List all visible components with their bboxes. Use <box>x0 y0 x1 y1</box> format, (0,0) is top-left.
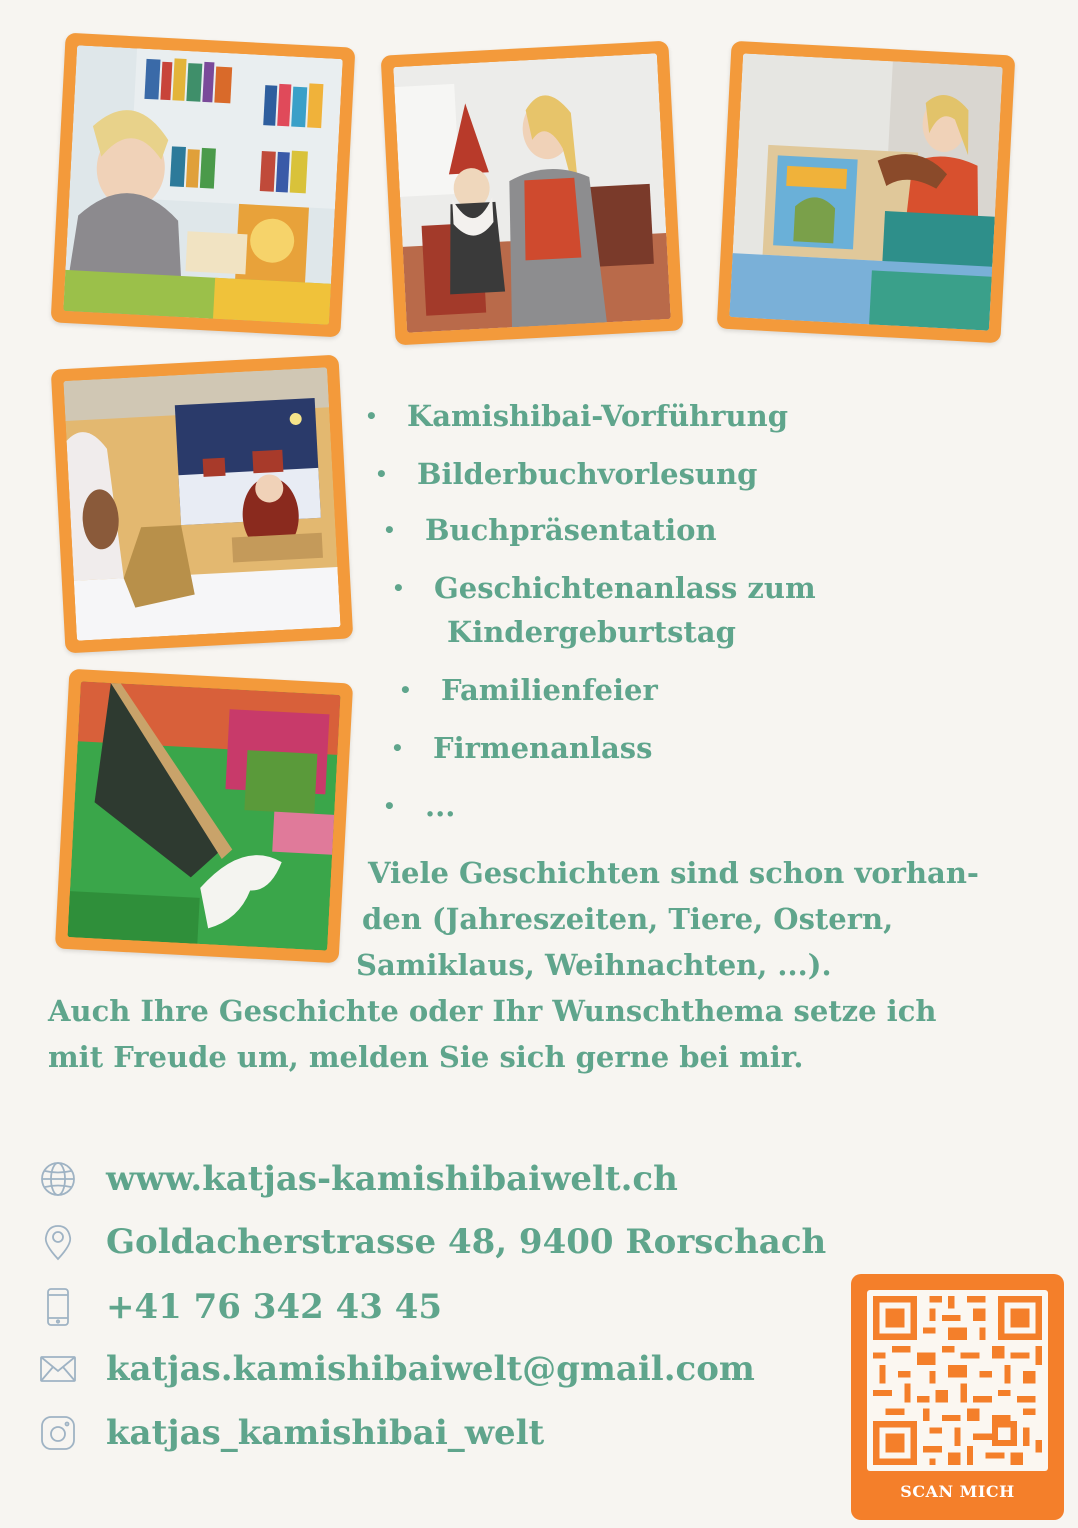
description-line-1: Viele Geschichten sind schon vorhan- <box>368 856 979 890</box>
description-line-4: Auch Ihre Geschichte oder Ihr Wunschthema setze ich <box>48 994 937 1028</box>
photo-gnome-puppet <box>381 41 684 346</box>
description-line-2: den (Jahreszeiten, Tiere, Ostern, <box>362 902 894 936</box>
service-item-continued: Kindergeburtstag <box>447 615 736 649</box>
address-text: Goldacherstrasse 48, 9400 Rorschach <box>106 1222 827 1262</box>
bullet-icon: • <box>383 794 396 818</box>
location-pin-icon <box>38 1222 78 1262</box>
photo-winter-scene <box>51 355 353 654</box>
bullet-icon: • <box>391 736 404 760</box>
email-link[interactable]: katjas.kamishibaiwelt@gmail.com <box>106 1349 755 1389</box>
service-item: • Geschichtenanlass zum <box>434 566 816 610</box>
service-item: • Firmenanlass <box>433 726 652 770</box>
envelope-icon <box>38 1349 78 1389</box>
photo-gnome-image <box>393 53 671 332</box>
photo-bookshop-reading <box>51 33 356 338</box>
service-item: • Bilderbuchvorlesung <box>417 452 757 496</box>
service-item: • Familienfeier <box>441 668 658 712</box>
service-item: • Kamishibai-Vorführung <box>407 394 788 438</box>
description-line-5: mit Freude um, melden Sie sich gerne bei mir. <box>48 1040 804 1074</box>
service-item: • ... <box>425 784 455 828</box>
globe-icon <box>38 1159 78 1199</box>
instagram-handle[interactable]: katjas_kamishibai_welt <box>106 1413 545 1453</box>
contact-address <box>38 1214 858 1270</box>
bullet-icon: • <box>375 462 388 486</box>
photo-winter-image <box>63 367 340 640</box>
instagram-icon <box>38 1413 78 1453</box>
bullet-icon: • <box>365 404 378 428</box>
bullet-icon: • <box>392 576 405 600</box>
photo-bookshop-image <box>63 45 343 325</box>
qr-scan-label: SCAN MICH <box>900 1482 1015 1501</box>
photo-stage-image <box>729 53 1002 330</box>
phone-icon <box>38 1287 78 1327</box>
service-item: • Buchpräsentation <box>425 508 717 552</box>
contact-phone[interactable] <box>38 1279 858 1335</box>
qr-code-icon[interactable] <box>867 1290 1048 1471</box>
photo-kamishibai-stage <box>717 41 1016 343</box>
photo-chalkboard-fabrics <box>55 669 353 963</box>
qr-code-card[interactable] <box>851 1274 1064 1520</box>
photo-chalkboard-image <box>67 681 340 950</box>
bullet-icon: • <box>399 678 412 702</box>
bullet-icon: • <box>383 518 396 542</box>
phone-number[interactable]: +41 76 342 43 45 <box>106 1287 443 1327</box>
contact-instagram[interactable] <box>38 1405 858 1461</box>
description-line-3: Samiklaus, Weihnachten, ...). <box>356 948 832 982</box>
website-link[interactable]: www.katjas-kamishibaiwelt.ch <box>106 1159 678 1199</box>
contact-email[interactable] <box>38 1341 858 1397</box>
contact-website[interactable] <box>38 1151 858 1207</box>
